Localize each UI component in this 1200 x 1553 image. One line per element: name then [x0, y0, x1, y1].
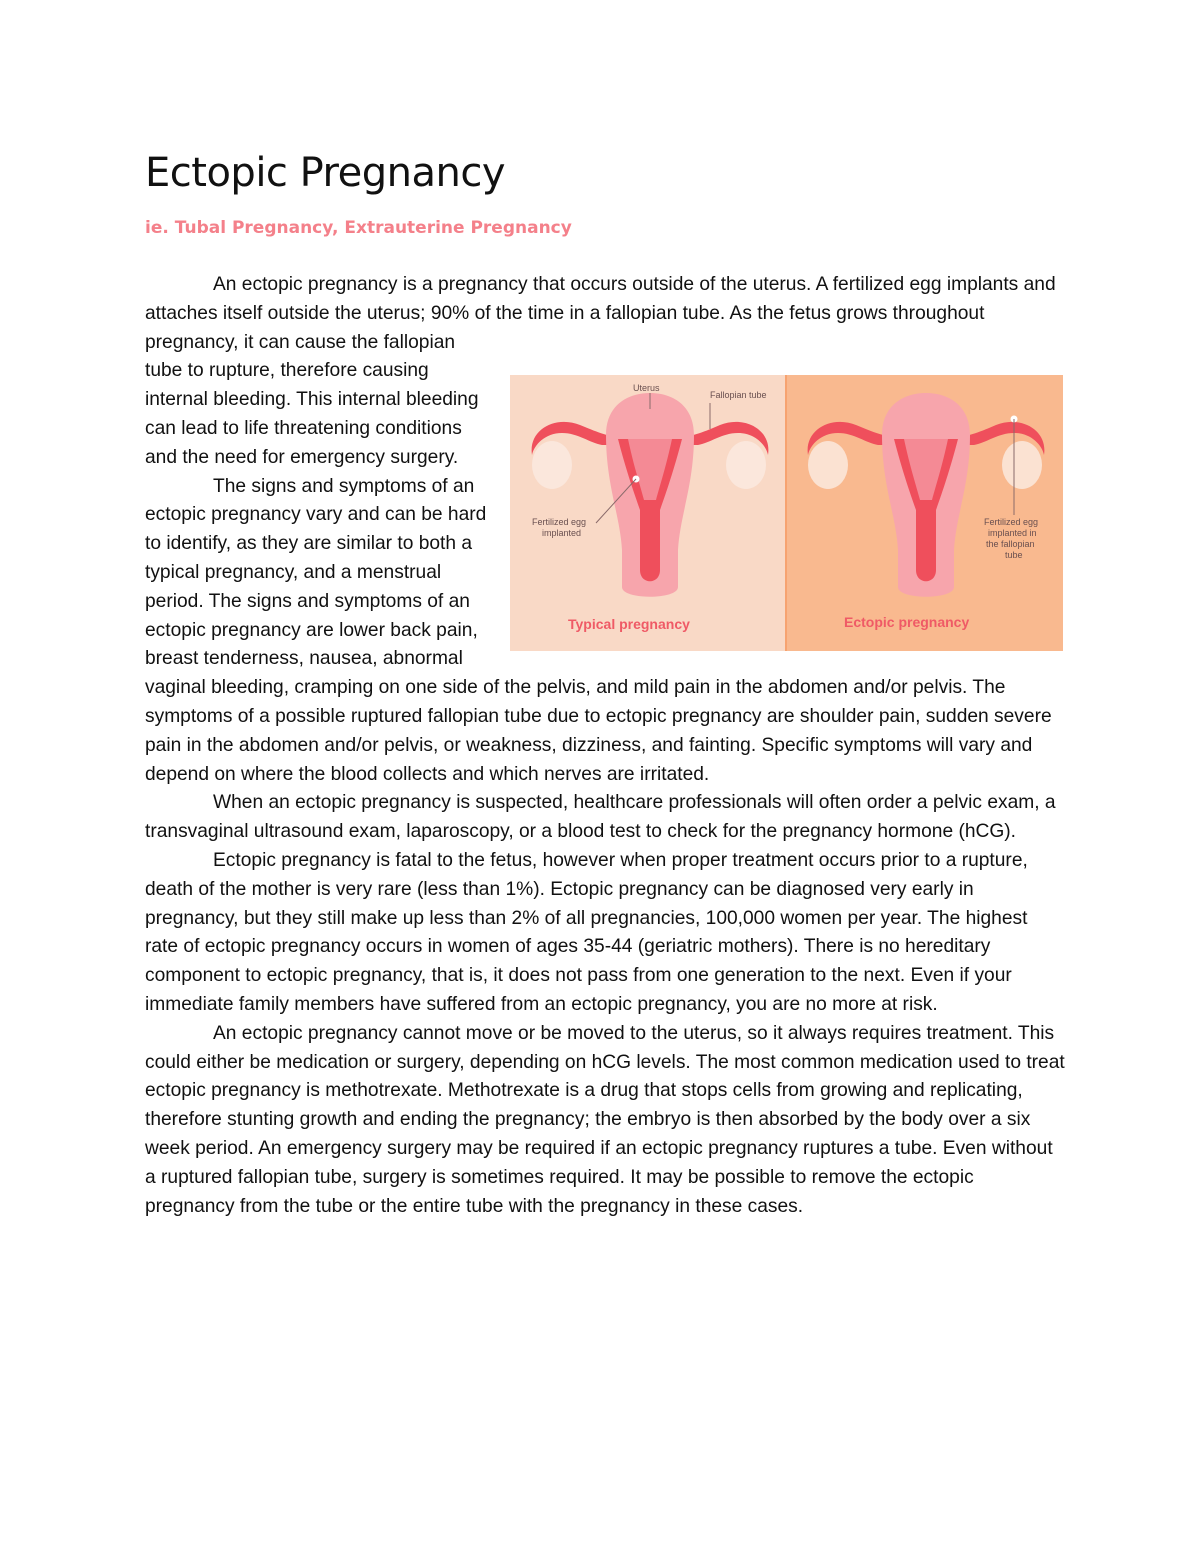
- caption-ectopic: Ectopic pregnancy: [844, 613, 970, 630]
- paragraph-intro-lead: An ectopic pregnancy is a pregnancy that occurs outside of the uterus. A fertilized egg implants and attaches itself outside the uterus; 90% of the time in a fallopian tube. As the fetus: [145, 274, 1056, 324]
- label-uterus: Uterus: [633, 382, 660, 393]
- label-ectopic-egg-4: tube: [1005, 549, 1023, 560]
- caption-typical: Typical pregnancy: [568, 615, 690, 632]
- page-title: Ectopic Pregnancy: [145, 150, 505, 196]
- paragraph-risk: Ectopic pregnancy is fatal to the fetus, however when proper treatment occurs prior to a rupture, death of the mother is very rare (less than 1%). Ectopic pregnancy can be diagnosed very early in pregnancy, but they still make up less than 2% of all pregnancies, 100,000 women per year. The highest rate of ectopic pregnancy occurs in women of ages 35-44 (geriatric mothers). There is no hereditary component to ectopic pregnancy, that is, it does not pass from one generation to the next. Even if your immediate family members have suffered from an ectopic pregnancy, you are no more at risk.: [145, 849, 1028, 1015]
- paragraph-symptoms: The signs and symptoms of an ectopic pregnancy vary and can be hard to identify, as they are similar to both a typical pregnancy, and a menstrual period. The signs and symptoms of an ectopic pregnancy are lower back pain, breast tenderness, nausea, abnormal vaginal bleeding, cramping on one side of the pelvis, and mild pain in the abdomen and/or pelvis. The symptoms of a possible ruptured fallopian tube due to ectopic pregnancy are shoulder pain, sudden severe pain in the abdomen and/or pelvis, or weakness, dizziness, and fainting. Specific symptoms will vary and depend on where the blood collects and which nerves are irritated.: [145, 475, 1052, 785]
- label-fertilized-egg-1: Fertilized egg: [532, 516, 587, 527]
- paragraph-treatment: An ectopic pregnancy cannot move or be moved to the uterus, so it always requires treatment. This could either be medication or surgery, depending on hCG levels. The most common medication used to treat ectopic pregnancy is methotrexate. Methotrexate is a drug that stops cells from growing and replicating, therefore stunting growth and ending the pregnancy; the embryo is then absorbed by the body over a six week period. An emergency surgery may be required if an ectopic pregnancy ruptures a tube. Even without a ruptured fallopian tube, surgery is sometimes required. It may be possible to remove the ectopic pregnancy from the tube or the entire tube with the pregnancy in these cases.: [145, 1022, 1065, 1217]
- paragraph-diagnosis: When an ectopic pregnancy is suspected, healthcare professionals will often order a pelvic exam, a transvaginal ultrasound exam, laparoscopy, or a blood test to check for the pregnancy hormone (hCG).: [145, 792, 1056, 843]
- label-fallopian-tube: Fallopian tube: [710, 389, 767, 400]
- label-ectopic-egg-3: the fallopian: [986, 538, 1035, 549]
- label-ectopic-egg-1: Fertilized egg: [984, 516, 1039, 527]
- uterus-diagram: [510, 375, 1063, 651]
- pregnancy-illustration: [510, 375, 1063, 651]
- document-body: [145, 271, 1065, 1221]
- paragraph-intro-rest: grows throughout pregnancy, it can cause the fallopian tube to rupture, therefore causing internal bleeding. This internal bleeding can lead to life threatening conditions and the need for emergency surgery.: [145, 302, 985, 468]
- label-ectopic-egg-2: implanted in: [988, 527, 1037, 538]
- label-fertilized-egg-2: implanted: [542, 527, 582, 538]
- page-subtitle: ie. Tubal Pregnancy, Extrauterine Pregnancy: [145, 218, 572, 238]
